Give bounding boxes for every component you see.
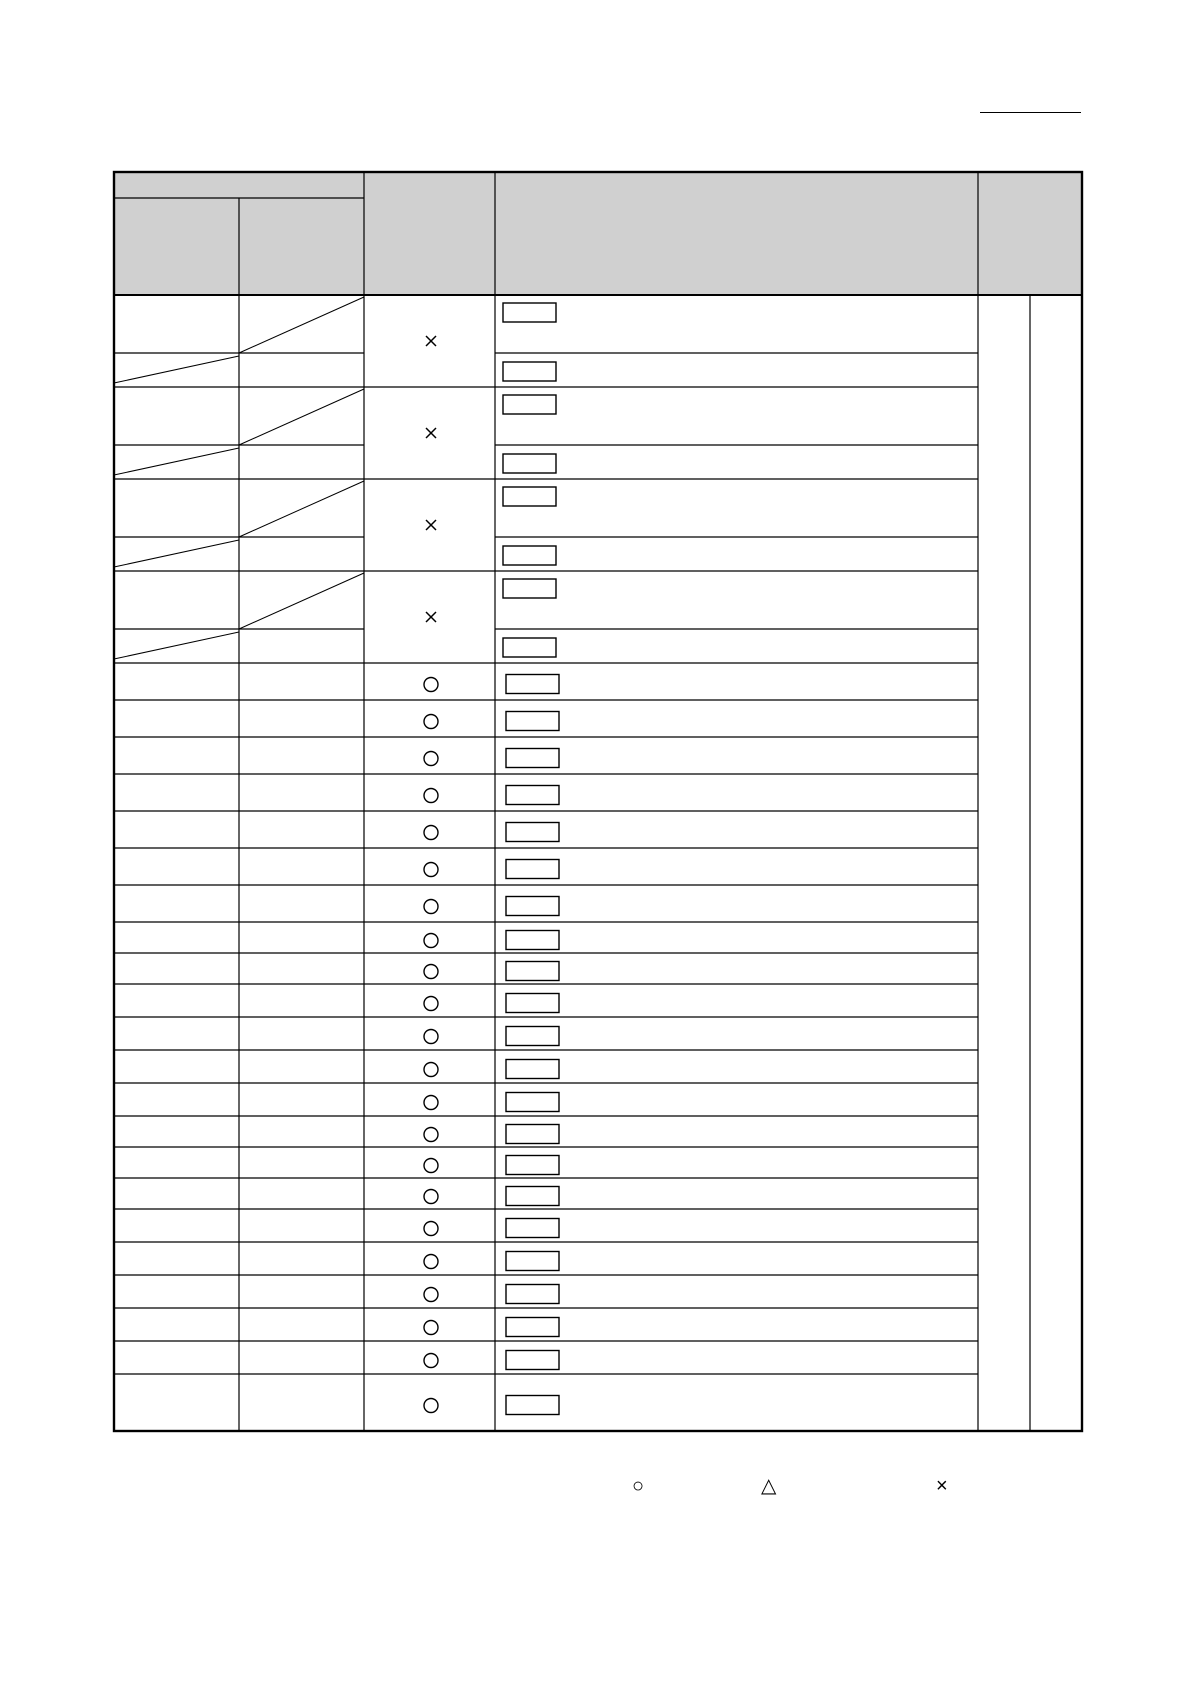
circle-mark: [424, 934, 438, 948]
label-box: [506, 1187, 559, 1206]
label-box: [506, 1027, 559, 1046]
label-box: [503, 303, 556, 322]
label-box: [506, 823, 559, 842]
label-box: [506, 1318, 559, 1337]
circle-mark: [424, 1321, 438, 1335]
cross-mark: [426, 612, 436, 622]
label-box: [506, 786, 559, 805]
label-box: [506, 1252, 559, 1271]
label-box: [506, 897, 559, 916]
circle-mark: [424, 1399, 438, 1413]
circle-mark: [424, 965, 438, 979]
label-box: [503, 546, 556, 565]
circle-mark: [424, 1222, 438, 1236]
label-box: [506, 1093, 559, 1112]
diagonal-strike: [239, 297, 364, 353]
circle-mark: [424, 1354, 438, 1368]
legend-cross-symbol: ×: [936, 1475, 948, 1497]
circle-mark: [424, 678, 438, 692]
label-box: [506, 749, 559, 768]
circle-mark: [424, 715, 438, 729]
label-box: [506, 994, 559, 1013]
legend-circle-symbol: ○: [632, 1475, 645, 1497]
circle-mark: [424, 1030, 438, 1044]
circle-mark: [424, 1288, 438, 1302]
label-box: [506, 1156, 559, 1175]
cross-mark: [426, 428, 436, 438]
diagonal-strike: [114, 448, 239, 475]
label-box: [506, 1125, 559, 1144]
circle-mark: [424, 900, 438, 914]
diagonal-strike: [114, 540, 239, 567]
diagonal-strike: [114, 632, 239, 659]
circle-mark: [424, 1159, 438, 1173]
label-box: [506, 962, 559, 981]
legend-triangle-symbol: △: [761, 1475, 777, 1497]
circle-mark: [424, 1096, 438, 1110]
label-box: [506, 1396, 559, 1415]
circle-mark: [424, 863, 438, 877]
diagonal-strike: [239, 573, 364, 629]
label-box: [503, 638, 556, 657]
label-box: [506, 931, 559, 950]
circle-mark: [424, 789, 438, 803]
label-box: [506, 1285, 559, 1304]
circle-mark: [424, 752, 438, 766]
label-box: [503, 579, 556, 598]
diagonal-strike: [114, 356, 239, 383]
label-box: [503, 454, 556, 473]
circle-mark: [424, 1063, 438, 1077]
label-box: [506, 1219, 559, 1238]
table-header-background: [114, 172, 1082, 295]
diagonal-strike: [239, 481, 364, 537]
label-box: [503, 362, 556, 381]
cross-mark: [426, 520, 436, 530]
circle-mark: [424, 1190, 438, 1204]
circle-mark: [424, 997, 438, 1011]
label-box: [506, 1351, 559, 1370]
circle-mark: [424, 1255, 438, 1269]
circle-mark: [424, 826, 438, 840]
label-box: [503, 487, 556, 506]
label-box: [506, 675, 559, 694]
label-box: [503, 395, 556, 414]
circle-mark: [424, 1128, 438, 1142]
cross-mark: [426, 336, 436, 346]
label-box: [506, 860, 559, 879]
label-box: [506, 1060, 559, 1079]
diagonal-strike: [239, 389, 364, 445]
label-box: [506, 712, 559, 731]
